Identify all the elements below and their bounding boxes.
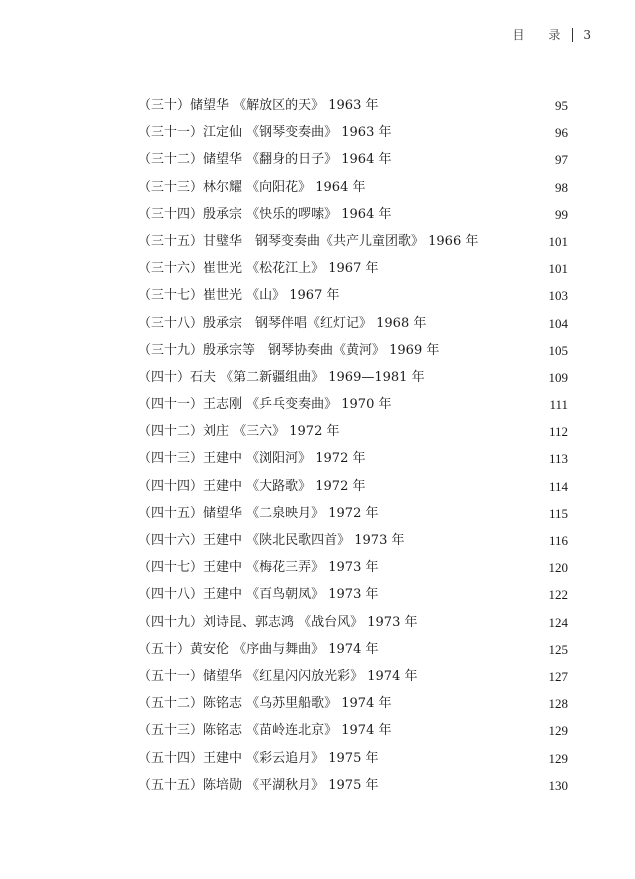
toc-page-number: 95 [555,98,568,113]
toc-entry-text: （四十六）王建中 《陕北民歌四首》 1973 年 [138,533,405,548]
toc-row[interactable] [138,776,568,803]
running-head [513,26,591,43]
toc-page-number: 114 [548,478,568,494]
toc-entry-text: （三十七）崔世光 《山》 1967 年 [138,288,340,304]
toc-page-number: 125 [548,641,568,657]
toc-row[interactable] [138,205,568,232]
toc-entry-text: （五十三）陈铭志 《苗岭连北京》 1974 年 [138,723,392,739]
toc-entry-text: （四十八）王建中 《百鸟朝凤》 1973 年 [138,587,379,603]
toc-page-number: 109 [548,369,568,385]
toc-row[interactable] [138,422,568,449]
toc-page-number: 96 [555,125,568,141]
toc-entry-text: （五十一）储望华 《红星闪闪放光彩》 1974 年 [138,668,418,684]
toc-row[interactable] [138,504,568,531]
toc-entry-text: （三十六）崔世光 《松花江上》 1967 年 [138,261,379,277]
toc-page-number: 116 [548,533,568,548]
toc-page-number: 129 [548,723,568,739]
toc-row[interactable] [138,286,568,313]
toc-entry-text: （五十四）王建中 《彩云追月》 1975 年 [138,750,379,766]
toc-row[interactable] [138,477,568,504]
running-head-title: 目 录 [512,28,571,42]
toc-row[interactable] [138,395,568,422]
toc-page-number: 130 [548,777,568,793]
toc-page-number: 122 [548,587,568,603]
toc-entry-text: （三十九）殷承宗等 钢琴协奏曲《黄河》 1969 年 [138,342,440,358]
toc-row[interactable] [138,232,568,259]
toc-page-number: 98 [555,179,568,195]
toc-page-number: 128 [548,696,568,712]
toc-row[interactable] [138,178,568,205]
toc-row[interactable] [138,96,568,123]
toc-page-number: 124 [548,614,568,630]
toc-entry-text: （四十一）王志刚 《乒乓变奏曲》 1970 年 [138,397,392,413]
toc-row[interactable] [138,694,568,721]
toc-page-number: 111 [549,397,568,413]
toc-entry-text: （五十）黄安伦 《序曲与舞曲》 1974 年 [138,641,379,657]
toc-entry-text: （四十三）王建中 《浏阳河》 1972 年 [138,451,366,467]
toc-entry-text: （三十二）储望华 《翻身的日子》 1964 年 [138,152,392,168]
toc-entry-text: （四十）石夫 《第二新疆组曲》 1969—1981 年 [138,369,425,385]
toc-entry-text: （四十四）王建中 《大路歌》 1972 年 [138,478,366,494]
toc-page-number: 104 [548,315,568,331]
running-head-page-number: 3 [583,27,591,42]
toc-entry-text: （三十八）殷承宗 钢琴伴唱《红灯记》 1968 年 [138,315,427,331]
toc-row[interactable] [138,640,568,667]
toc-entry-text: （五十二）陈铭志 《乌苏里船歌》 1974 年 [138,696,392,712]
toc-page-number: 113 [548,451,568,467]
toc-row[interactable] [138,585,568,612]
toc-entry-text: （三十三）林尔耀 《向阳花》 1964 年 [138,179,366,195]
running-head-divider [572,28,573,42]
toc-entry-text: （三十五）甘璧华 钢琴变奏曲《共产儿童团歌》 1966 年 [138,233,479,249]
toc-row[interactable] [138,749,568,776]
toc-page-number: 120 [548,560,568,576]
toc-page-number: 115 [548,505,568,521]
toc-page-number: 103 [548,288,568,304]
toc-row[interactable] [138,341,568,368]
toc-entry-text: （三十一）江定仙 《钢琴变奏曲》 1963 年 [138,125,392,141]
toc-row[interactable] [138,449,568,476]
toc-row[interactable] [138,558,568,585]
toc-page-number: 105 [548,342,568,358]
toc-row[interactable] [138,123,568,150]
toc-row[interactable] [138,150,568,177]
toc-entry-text: （四十七）王建中 《梅花三弄》 1973 年 [138,560,379,576]
toc-row[interactable] [138,667,568,694]
toc-row[interactable] [138,314,568,341]
toc-page-number: 99 [555,206,568,222]
toc-page-number: 101 [548,261,568,277]
toc-entry-text: （四十九）刘诗昆、郭志鸿 《战台风》 1973 年 [138,614,418,630]
toc-entry-text: （五十五）陈培勋 《平湖秋月》 1975 年 [138,777,379,793]
toc-entry-text: （四十五）储望华 《二泉映月》 1972 年 [138,505,379,521]
toc-entry-text: （三十）储望华 《解放区的天》 1963 年 [138,98,379,113]
toc-row[interactable] [138,721,568,748]
toc-page-number: 112 [548,424,568,440]
table-of-contents [138,96,568,803]
toc-row[interactable] [138,613,568,640]
toc-page-number: 97 [555,152,568,168]
toc-page-number: 101 [548,233,568,249]
toc-row[interactable] [138,259,568,286]
toc-row[interactable] [138,368,568,395]
toc-page-number: 127 [548,668,568,684]
toc-page-number: 129 [548,750,568,766]
toc-row[interactable] [138,531,568,558]
toc-entry-text: （三十四）殷承宗 《快乐的啰嗦》 1964 年 [138,206,392,222]
toc-entry-text: （四十二）刘庄 《三六》 1972 年 [138,424,340,440]
